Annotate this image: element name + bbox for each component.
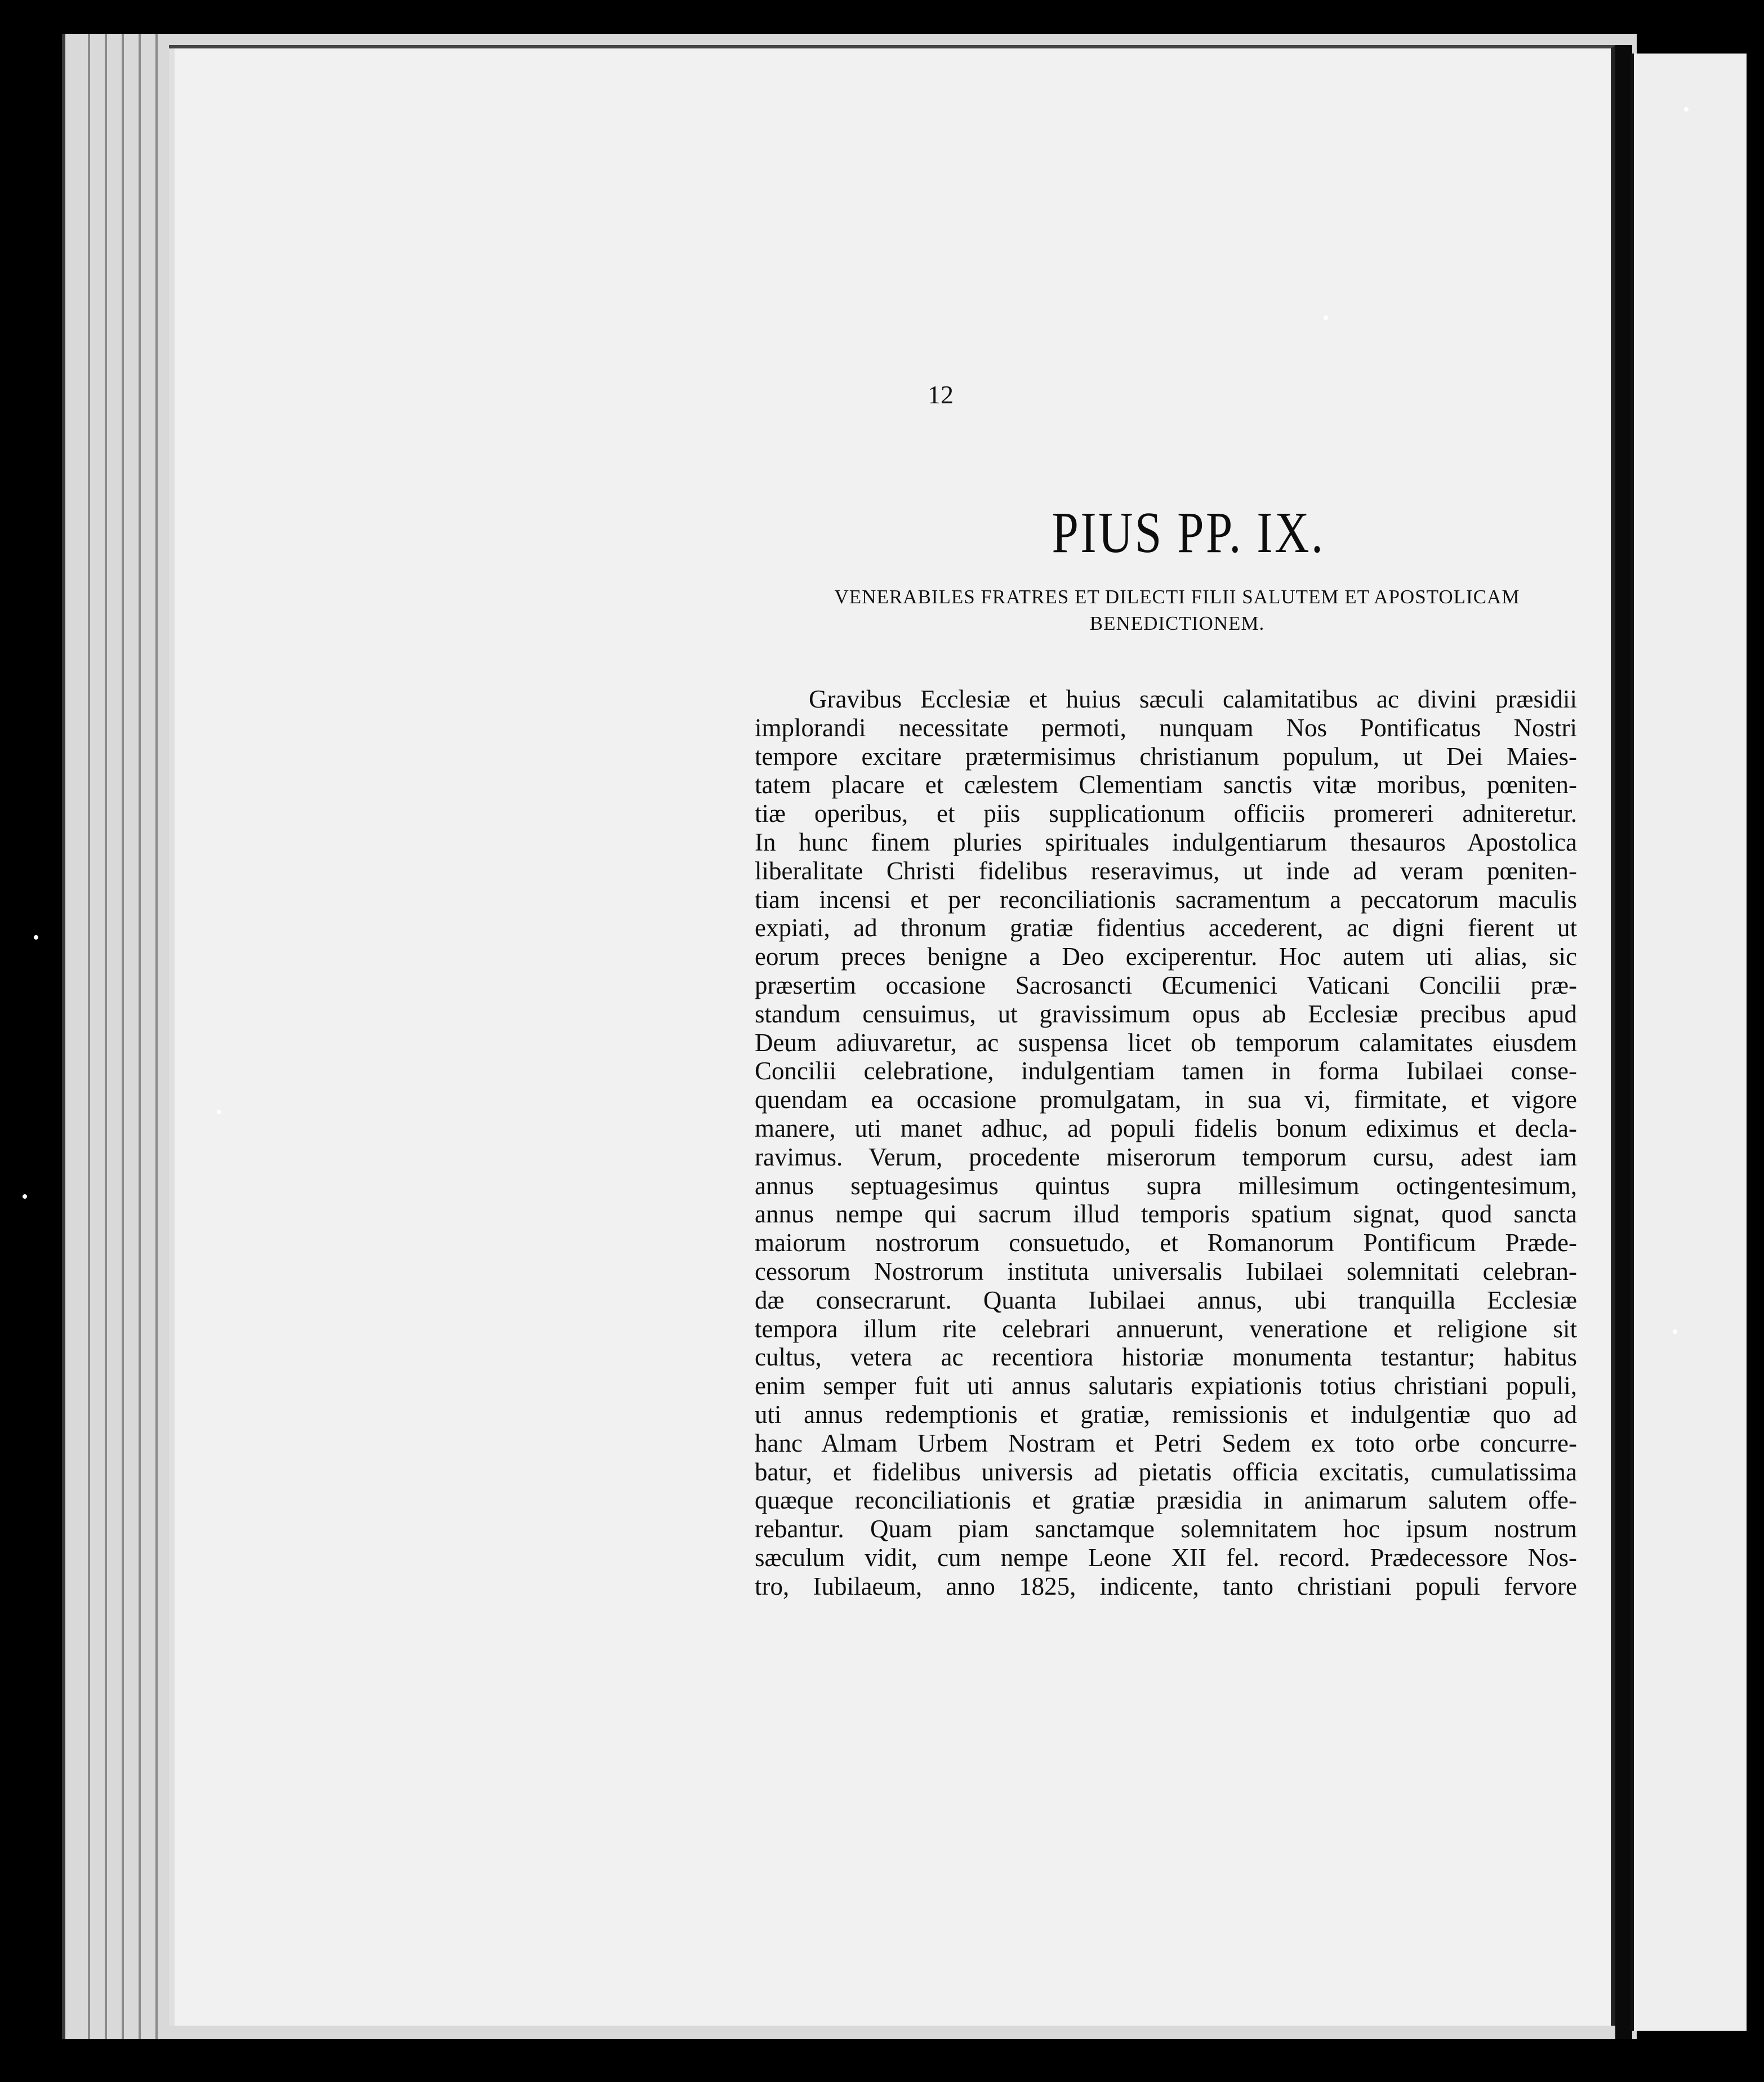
- body-line: uti annus redemptionis et gratiæ, remissionis et indulgentiæ quo ad: [755, 1400, 1577, 1429]
- scan-speck: [1684, 107, 1689, 112]
- body-line: tiam incensi et per reconciliationis sacramentum a peccatorum maculis: [755, 885, 1577, 914]
- facing-page-edge: [1631, 54, 1747, 2031]
- page-edge-line: [88, 34, 90, 2039]
- salutation-heading: [766, 584, 1588, 637]
- page-edge-line: [155, 34, 158, 2039]
- body-line: expiati, ad thronum gratiæ fidentius accederent, ac digni fierent ut: [755, 914, 1577, 942]
- body-line: Deum adiuvaretur, ac suspensa licet ob temporum calamitates eiusdem: [755, 1028, 1577, 1057]
- page-title: PIUS PP. IX.: [1052, 500, 1325, 565]
- body-line: Concilii celebratione, indulgentiam tamen in forma Iubilaei conse-: [755, 1057, 1577, 1086]
- body-line: ravimus. Verum, procedente miserorum temporum cursu, adest iam: [755, 1142, 1577, 1171]
- page-number: 12: [928, 380, 954, 409]
- body-line: sæculum vidit, cum nempe Leone XII fel. record. Prædecessore Nos-: [755, 1543, 1577, 1572]
- salutation-line: VENERABILES FRATRES ET DILECTI FILII SALUTEM ET APOSTOLICAM: [834, 586, 1520, 608]
- book-page: [169, 45, 1615, 2026]
- body-line: implorandi necessitate permoti, nunquam Nos Pontificatus Nostri: [755, 713, 1577, 742]
- body-line: In hunc finem pluries spirituales indulgentiarum thesauros Apostolica: [755, 828, 1577, 856]
- body-line: cultus, vetera ac recentiora historiæ monumenta testantur; habitus: [755, 1343, 1577, 1372]
- body-line: tempora illum rite celebrari annuerunt, veneratione et religione sit: [755, 1314, 1577, 1343]
- body-line: tatem placare et cælestem Clementiam sanctis vitæ moribus, pœniten-: [755, 771, 1577, 799]
- body-line: tiæ operibus, et piis supplicationum officiis promereri adniteretur.: [755, 799, 1577, 828]
- body-line: dæ consecrarunt. Quanta Iubilaei annus, ubi tranquilla Ecclesiæ: [755, 1285, 1577, 1314]
- body-line: rebantur. Quam piam sanctamque solemnitatem hoc ipsum nostrum: [755, 1515, 1577, 1543]
- body-line: quendam ea occasione promulgatam, in sua vi, firmitate, et vigore: [755, 1086, 1577, 1114]
- salutation-line: BENEDICTIONEM.: [1089, 612, 1265, 634]
- body-line: annus septuagesimus quintus supra millesimum octingentesimum,: [755, 1171, 1577, 1200]
- body-line: enim semper fuit uti annus salutaris expiationis totius christiani populi,: [755, 1372, 1577, 1400]
- body-line: cessorum Nostrorum instituta universalis Iubilaei solemnitati celebran-: [755, 1257, 1577, 1285]
- scan-speck: [1673, 1329, 1677, 1334]
- body-line: standum censuimus, ut gravissimum opus ab Ecclesiæ precibus apud: [755, 999, 1577, 1028]
- body-line: Gravibus Ecclesiæ et huius sæculi calamitatibus ac divini præsidii: [809, 685, 1577, 713]
- page-edge-line: [122, 34, 124, 2039]
- page-edge-line: [139, 34, 141, 2039]
- scan-speck: [23, 1194, 27, 1199]
- body-line: annus nempe qui sacrum illud temporis spatium signat, quod sancta: [755, 1200, 1577, 1229]
- scan-speck: [34, 935, 38, 940]
- scan-speck: [217, 1110, 221, 1114]
- body-line: quæque reconciliationis et gratiæ præsidia in animarum salutem offe-: [755, 1486, 1577, 1515]
- body-line: eorum preces benigne a Deo exciperentur. Hoc autem uti alias, sic: [755, 942, 1577, 971]
- body-line: maiorum nostrorum consuetudo, et Romanorum Pontificum Præde-: [755, 1229, 1577, 1257]
- body-paragraph: [755, 685, 1577, 1601]
- body-line: batur, et fidelibus universis ad pietatis officia excitatis, cumulatissima: [755, 1457, 1577, 1486]
- body-line: præsertim occasione Sacrosancti Œcumenici Vaticani Concilii præ-: [755, 971, 1577, 999]
- page-edge-line: [105, 34, 107, 2039]
- scan-speck: [1324, 315, 1328, 320]
- body-line: hanc Almam Urbem Nostram et Petri Sedem ex toto orbe concurre-: [755, 1429, 1577, 1457]
- book-gutter: [1615, 45, 1632, 2039]
- body-line: tro, Iubilaeum, anno 1825, indicente, tanto christiani populi fervore: [755, 1572, 1577, 1600]
- body-line: tempore excitare prætermisimus christianum populum, ut Dei Maies-: [755, 742, 1577, 771]
- body-line: manere, uti manet adhuc, ad populi fidelis bonum ediximus et decla-: [755, 1114, 1577, 1142]
- body-line: liberalitate Christi fidelibus reseravimus, ut inde ad veram pœniten-: [755, 856, 1577, 885]
